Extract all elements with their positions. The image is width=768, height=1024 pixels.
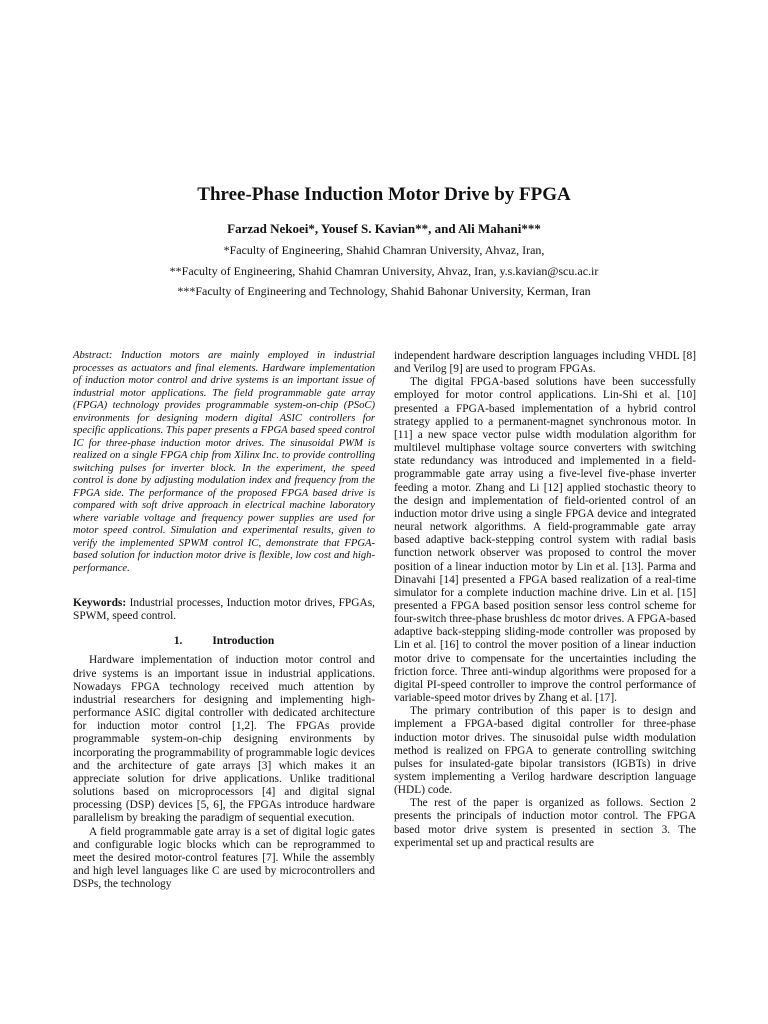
intro-paragraph-2: A field programmable gate array is a set of digital logic gates and configurable logic blocks which can be reprogrammed to meet the desired motor-control features [7]. While the assembly and high level languages like C are used by microcontrollers and DSPs, the technology <box>73 825 375 891</box>
section-heading-introduction <box>73 635 375 648</box>
right-paragraph-4: The rest of the paper is organized as follows. Section 2 presents the principals of induction motor control. The FPGA based motor drive system is presented in section 3. The experimental set up and practical results are <box>394 797 696 849</box>
right-paragraph-2: The digital FPGA-based solutions have been successfully employed for motor control applications. Lin-Shi et al. [10] presented a FPGA-based implementation of a hybrid control strategy applied to a permanent-magnet synchronous motor. In [11] a new space vector pulse width modulation algorithm for multilevel multiphase voltage source converters with switching state redundancy was introduced and implemented in a field-programmable gate array using a five-level five-phase inverter feeding a motor. Zhang and Li [12] applied stochastic theory to the design and implementation of field-oriented control of an induction motor drive using a single FPGA device and integrated neural network algorithms. A field-programmable gate array based adaptive back-stepping control system with radial basis function network observer was proposed to control the mover position of a linear induction motor by Lin et al. [13]. Parma and Dinavahi [14] presented a FPGA based realization of a real-time simulator for a complete induction machine drive. Lin et al. [15] presented a FPGA based position sensor less control scheme for four-switch three-phase brushless dc motor drives. A FPGA-based adaptive back-stepping sliding-mode controller was proposed by Lin et al. [16] to control the mover position of a linear induction motor drive to compensate for the uncertainties including the friction force. Three anti-windup algorithms were proposed for a digital PI-speed controller to improve the control performance of variable-speed motor drives by Zhang et al. [17]. <box>394 376 696 705</box>
keywords-label: Keywords: <box>73 597 127 609</box>
section-title: Introduction <box>212 635 275 648</box>
section-number: 1. <box>173 635 183 648</box>
intro-paragraph-1: Hardware implementation of induction motor control and drive systems is an important issue in industrial applications. Nowadays FPGA technology received much attention by industrial researchers for designing and implementing high-performance ASIC digital controller with dedicated architecture for induction motor control [1,2]. The FPGAs provide programmable system-on-chip designing environments by incorporating the programmability of programmable logic devices and the architecture of gate arrays [3] which makes it an appreciate solution for drive applications. Unlike traditional solutions based on microprocessors [4] and digital signal processing (DSP) devices [5, 6], the FPGAs introduce hardware parallelism by breaking the paradigm of sequential execution. <box>73 654 375 825</box>
affiliation-3: ***Faculty of Engineering and Technology, Shahid Bahonar University, Kerman, Iran <box>177 284 591 298</box>
abstract: Abstract: Induction motors are mainly employed in industrial processes as actuators and final elements. Hardware implementation of induction motor control and drive systems is an important issue of industrial motor applications. The field programmable gate array (FPGA) technology provides programmable system-on-chip (PSoC) environments for designing modern digital ASIC controllers for specific applications. This paper presents a FPGA based speed control IC for three-phase induction motor drives. The sinusoidal PWM is realized on a single FPGA chip from Xilinx Inc. to provide controlling switching pulses for inverter block. In the experiment, the speed control is done by adjusting modulation index and frequency from the FPGA side. The performance of the proposed FPGA based drive is compared with soft drive approach in electrical machine laboratory where variable voltage and frequency power supplies are used for motor speed control. Simulation and experimental results, given to verify the implemented SPWM control IC, demonstrate that FPGA-based solution for induction motor drive is flexible, low cost and high-performance. <box>73 350 375 574</box>
affiliation-2: **Faculty of Engineering, Shahid Chamran University, Ahvaz, Iran, y.s.kavian@scu.ac.ir <box>169 264 599 278</box>
keywords <box>73 597 375 623</box>
paper-title: Three-Phase Induction Motor Drive by FPGA <box>197 184 571 205</box>
left-column <box>73 350 375 891</box>
affiliation-1: *Faculty of Engineering, Shahid Chamran University, Ahvaz, Iran, <box>223 243 545 257</box>
author-list: Farzad Nekoei*, Yousef S. Kavian**, and Ali Mahani*** <box>227 221 541 236</box>
right-paragraph-1: independent hardware description languages including VHDL [8] and Verilog [9] are used to program FPGAs. <box>394 350 696 376</box>
keywords-text: Industrial processes, Induction motor drives, FPGAs, SPWM, speed control. <box>73 597 375 623</box>
right-column <box>394 350 696 850</box>
right-paragraph-3: The primary contribution of this paper is to design and implement a FPGA-based digital controller for three-phase induction motor drives. The sinusoidal pulse width modulation method is realized on FPGA to generate controlling switching pulses for insulated-gate bipolar transistors (IGBTs) in drive system implementing a Verilog hardware description language (HDL) code. <box>394 705 696 797</box>
